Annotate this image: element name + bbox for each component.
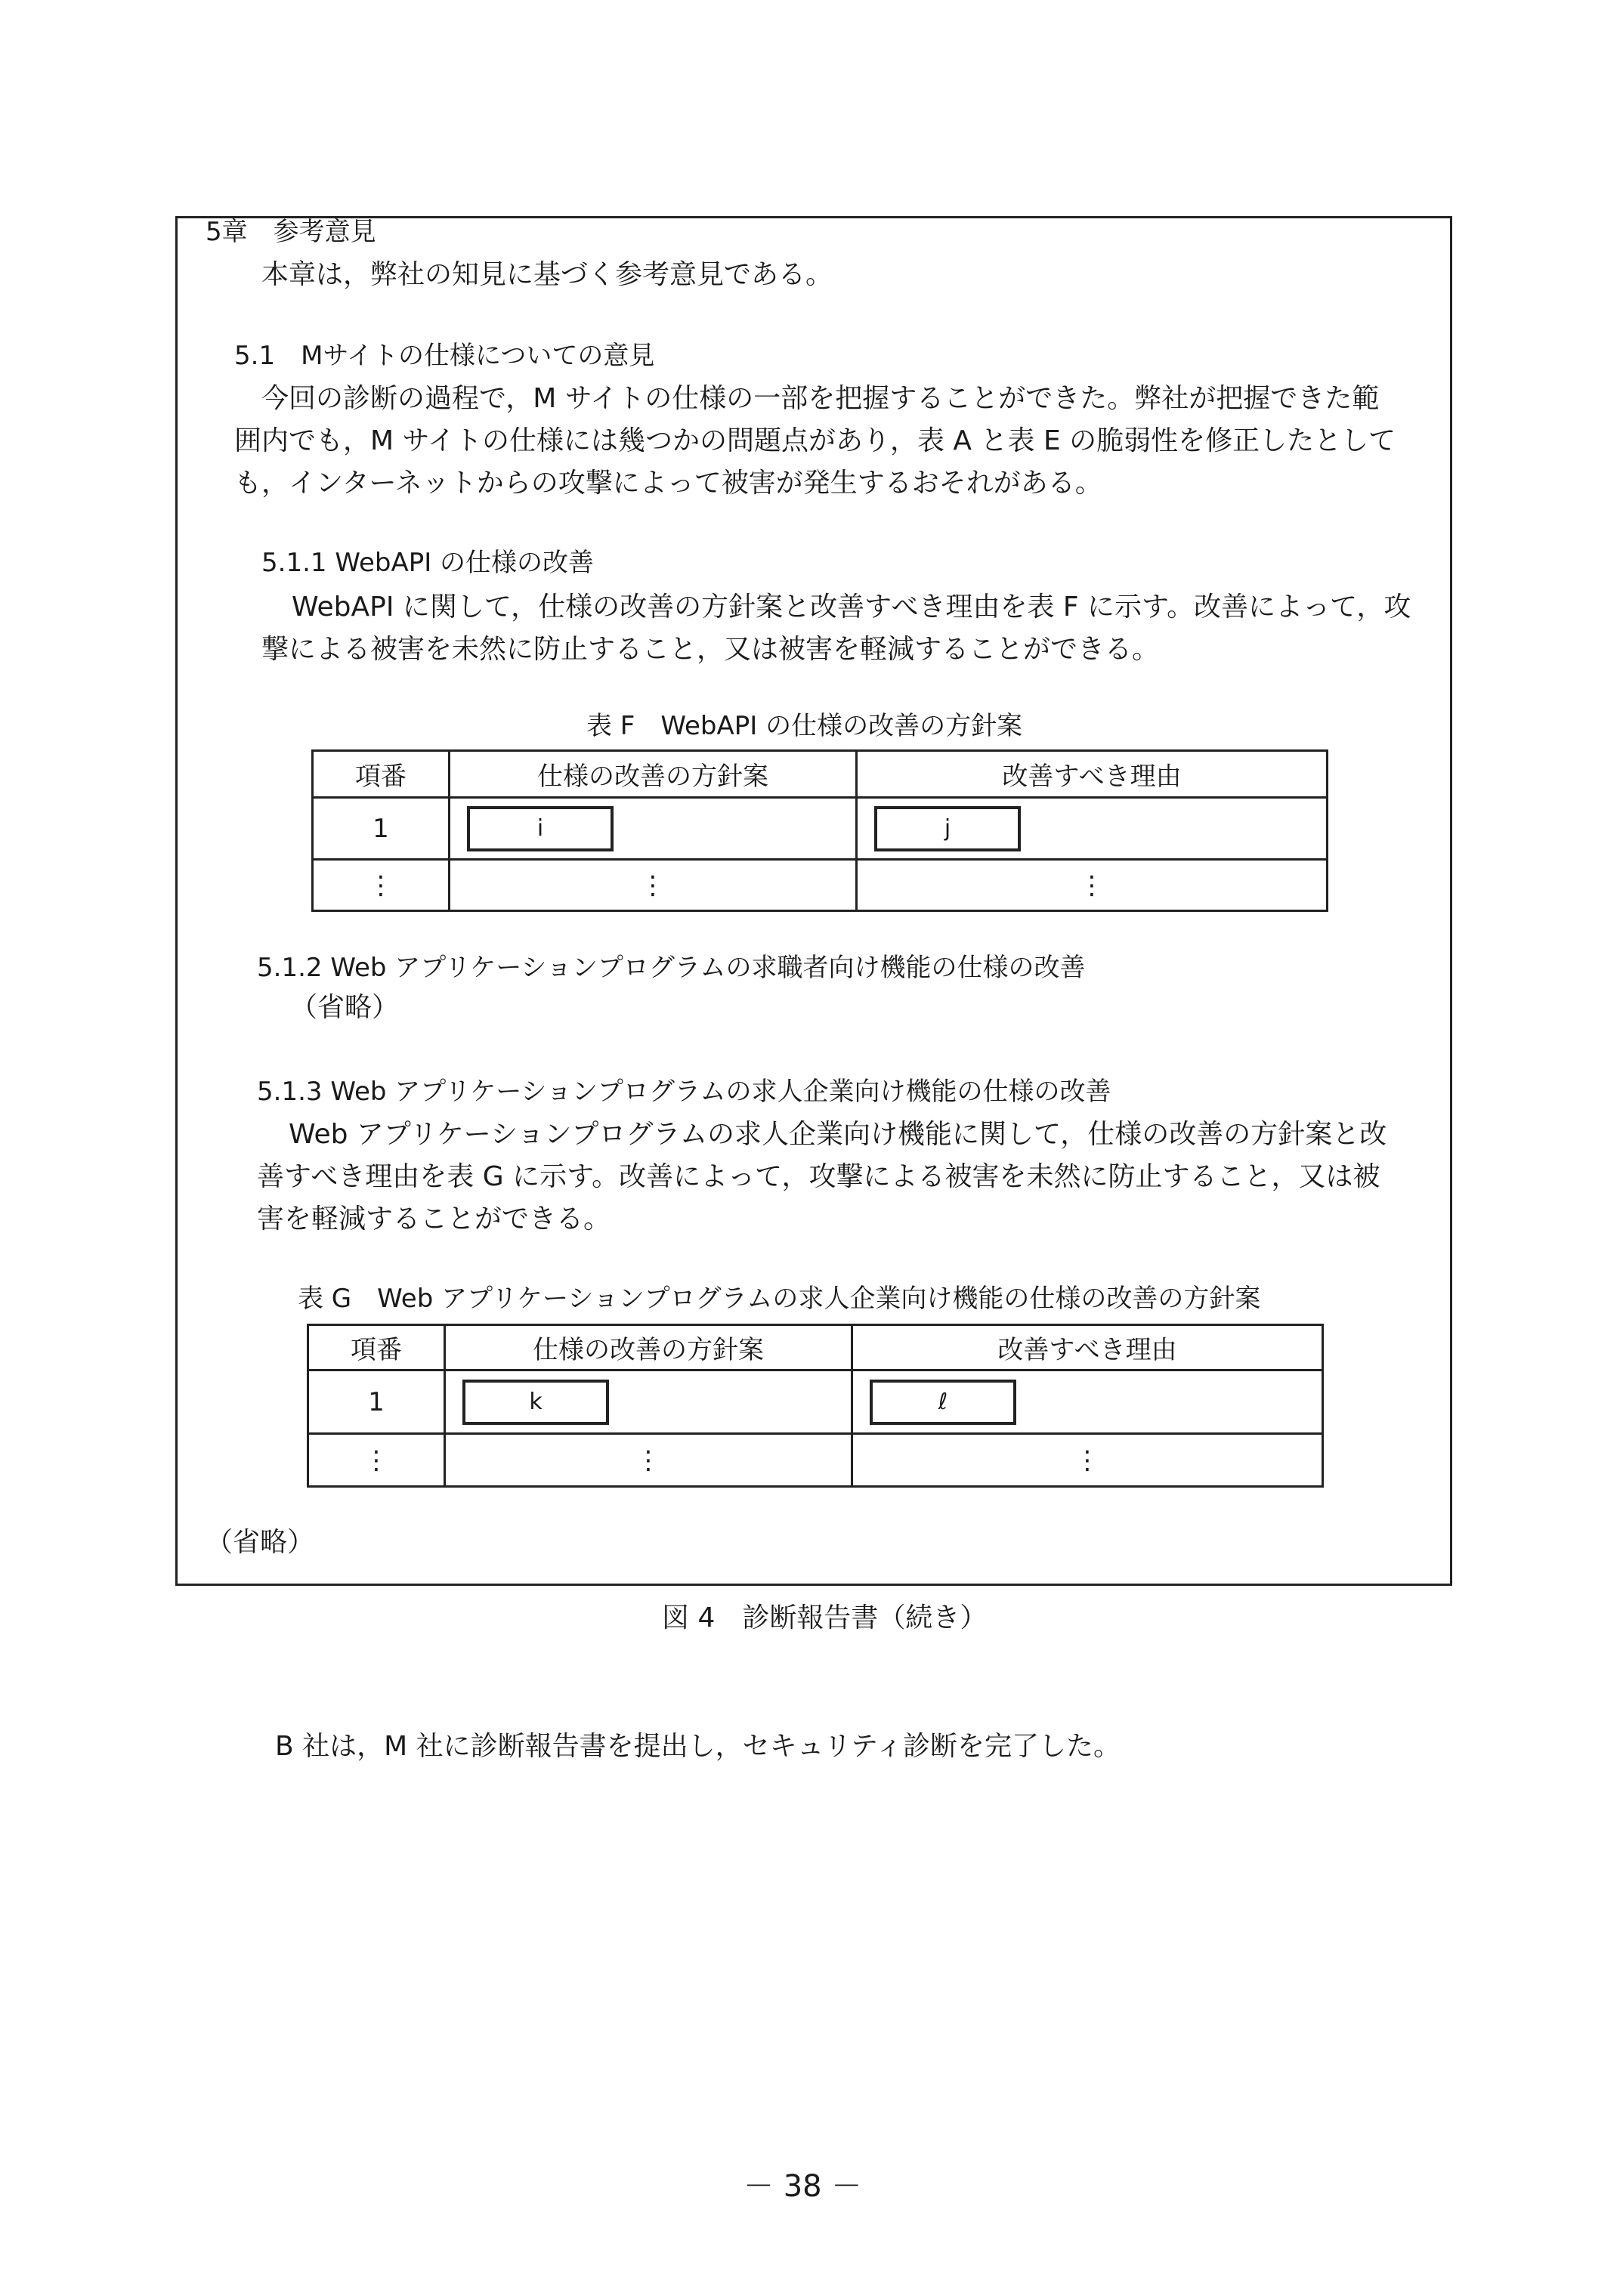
table-f-row2-reason: ⋮ [857,860,1328,911]
figure-caption: 図 4 診断報告書（続き） [662,1602,988,1633]
table-f-row1-reason-cell [857,798,1328,860]
table-f-header-reason: 改善すべき理由 [857,751,1328,798]
table-g-row2-reason: ⋮ [852,1434,1323,1487]
table-g-row2-no: ⋮ [308,1434,445,1487]
section-5-1-heading: 5.1 Mサイトの仕様についての意見 [234,341,655,371]
section-5-1-1-para-line-1: WebAPI に関して，仕様の改善の方針案と改善すべき理由を表 F に示す。改善によって，攻 [292,592,1411,623]
section-5-1-para-line-2: 囲内でも，M サイトの仕様には幾つかの問題点があり，表 A と表 E の脆弱性を修正したとして [234,425,1396,456]
section-5-1-1-para-line-2: 撃による被害を未然に防止すること，又は被害を軽減することができる。 [261,634,1160,665]
chapter-heading: 5章 参考意見 [206,217,376,247]
table-g-row1-reason-cell [852,1370,1323,1434]
table-f [311,749,1328,912]
table-g-row1-policy-cell [445,1370,852,1434]
table-f-header-no: 項番 [313,751,450,798]
table-f-header-policy: 仕様の改善の方針案 [450,751,857,798]
table-g [307,1324,1324,1488]
answer-blank-l: ℓ [870,1380,1016,1425]
section-5-1-3-para-line-3: 害を軽減することができる。 [257,1204,611,1235]
table-row [308,1434,1323,1487]
page-number: － 38 － [743,2169,862,2204]
box-omitted: （省略） [206,1527,315,1558]
section-5-1-para-line-1: 今回の診断の過程で，M サイトの仕様の一部を把握することができた。弊社が把握できた範 [261,383,1380,414]
table-row [313,860,1328,911]
conclusion-text: B 社は，M 社に診断報告書を提出し，セキュリティ診断を完了した。 [275,1731,1121,1762]
table-g-caption: 表 G Web アプリケーションプログラムの求人企業向け機能の仕様の改善の方針案 [298,1284,1261,1314]
section-5-1-para-line-3: も，インターネットからの攻撃によって被害が発生するおそれがある。 [234,468,1102,499]
table-f-row2-policy: ⋮ [450,860,857,911]
section-5-1-3-para-line-2: 善すべき理由を表 G に示す。改善によって，攻撃による被害を未然に防止すること，又は被 [257,1161,1380,1192]
section-5-1-3-para-line-1: Web アプリケーションプログラムの求人企業向け機能に関して，仕様の改善の方針案と改 [289,1119,1387,1150]
table-g-header-no: 項番 [308,1325,445,1370]
answer-blank-j: j [874,806,1021,851]
section-5-1-2-heading: 5.1.2 Web アプリケーションプログラムの求職者向け機能の仕様の改善 [257,953,1086,983]
chapter-intro: 本章は，弊社の知見に基づく参考意見である。 [261,259,833,290]
table-g-row2-policy: ⋮ [445,1434,852,1487]
table-row [308,1370,1323,1434]
section-5-1-3-heading: 5.1.3 Web アプリケーションプログラムの求人企業向け機能の仕様の改善 [257,1077,1111,1107]
table-f-row1-no: 1 [313,798,450,860]
answer-blank-k: k [462,1380,609,1425]
answer-blank-i: i [467,806,614,851]
table-f-row2-no: ⋮ [313,860,450,911]
table-f-caption: 表 F WebAPI の仕様の改善の方針案 [586,711,1023,741]
table-g-row1-no: 1 [308,1370,445,1434]
table-row [313,798,1328,860]
section-5-1-2-omitted: （省略） [290,992,400,1023]
section-5-1-1-heading: 5.1.1 WebAPI の仕様の改善 [261,548,595,578]
table-g-header-policy: 仕様の改善の方針案 [445,1325,852,1370]
table-g-header-reason: 改善すべき理由 [852,1325,1323,1370]
table-f-row1-policy-cell [450,798,857,860]
